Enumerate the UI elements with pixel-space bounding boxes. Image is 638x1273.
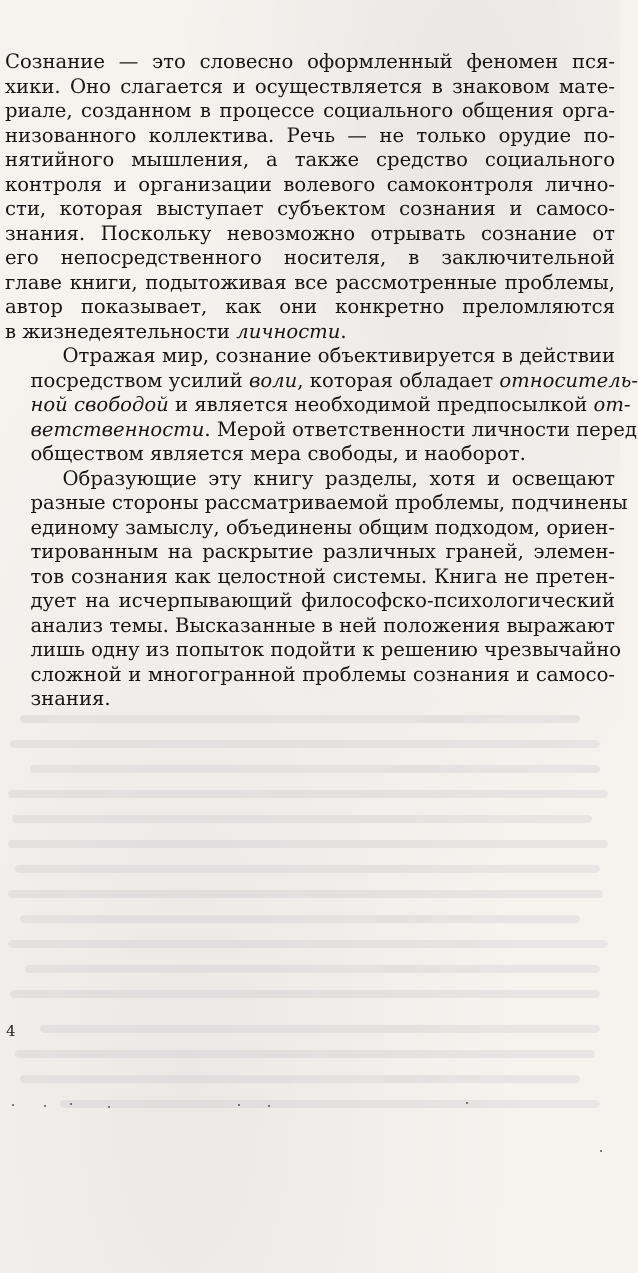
text-run: , которая обладает <box>297 368 500 392</box>
text-run: тированным на раскрытие различных граней, элемен- <box>30 540 615 563</box>
body-text <box>5 50 638 712</box>
text-line <box>5 467 615 492</box>
text-run: и является необходимой предпосылкой <box>168 393 594 416</box>
page-number: 4 <box>6 1022 16 1040</box>
emphasized-text: личности <box>236 319 341 343</box>
text-line <box>5 589 615 614</box>
text-line <box>5 491 628 516</box>
text-line <box>5 173 615 198</box>
text-line <box>5 393 631 418</box>
emphasized-text: от- <box>593 393 631 416</box>
text-line <box>5 565 615 590</box>
text-run: посредством усилий <box>30 368 249 392</box>
text-run: разные стороны рассматриваемой проблемы, подчинены <box>30 491 628 514</box>
text-run: нятийного мышления, а также средство социального <box>5 148 615 171</box>
text-line <box>5 124 615 149</box>
text-line <box>5 442 615 467</box>
text-run: сти, которая выступает субъектом сознания и самосо- <box>5 197 615 220</box>
text-line <box>5 197 615 222</box>
text-run: Отражая мир, сознание объективируется в действии <box>62 344 615 367</box>
text-run: знания. Поскольку невозможно отрывать сознание от <box>5 221 615 245</box>
text-line <box>5 148 615 173</box>
emphasized-text: ной свободой <box>30 393 169 416</box>
text-line <box>5 687 615 712</box>
text-run: лишь одну из попыток подойти к решению чрезвычайно <box>30 638 622 661</box>
text-run: тов сознания как целостной системы. Книга не претен- <box>30 564 615 588</box>
text-line <box>5 75 615 100</box>
text-line <box>5 540 615 565</box>
text-line <box>5 320 615 345</box>
text-line <box>5 246 615 271</box>
text-line <box>5 295 615 320</box>
emphasized-text: ветственности <box>30 417 205 441</box>
text-run: обществом является мера свободы, и наоборот. <box>30 442 526 465</box>
text-run: анализ темы. Высказанные в ней положения выражают <box>30 613 615 637</box>
print-specks <box>0 1096 620 1116</box>
text-run: дует на исчерпывающий философско-психологический <box>30 589 615 612</box>
text-run: риале, созданном в процессе социального общения орга- <box>5 99 615 122</box>
text-line <box>5 271 615 296</box>
text-run: хики. Оно слагается и осуществляется в знаковом мате- <box>5 74 615 98</box>
emphasized-text: относитель- <box>499 368 638 392</box>
text-line <box>5 663 615 688</box>
paragraph <box>5 466 628 712</box>
text-run: контроля и организации волевого самоконтроля лично- <box>5 172 615 196</box>
text-run: . <box>340 319 347 343</box>
text-run: единому замыслу, объединены общим подходом, ориен- <box>30 515 615 539</box>
text-run: сложной и многогранной проблемы сознания и самосо- <box>30 662 615 686</box>
text-line <box>5 614 615 639</box>
bleed-through-texture <box>0 0 620 1</box>
text-run: знания. <box>30 687 111 710</box>
text-run: в жизнедеятельности <box>5 319 237 343</box>
text-run: . Мерой ответственности личности перед <box>204 417 637 441</box>
text-line <box>5 516 615 541</box>
text-run: автор показывает, как они конкретно преломляются <box>5 295 615 318</box>
text-run: Сознание — это словесно оформленный феномен пся- <box>5 50 615 73</box>
text-line <box>5 638 622 663</box>
text-run: низованного коллектива. Речь — не только орудие по- <box>5 123 615 147</box>
text-run: его непосредственного носителя, в заключительной <box>5 246 615 269</box>
paragraph <box>5 50 615 344</box>
emphasized-text: воли <box>248 368 298 392</box>
text-line <box>5 50 615 75</box>
text-run: главе книги, подытоживая все рассмотренные проблемы, <box>5 270 615 294</box>
paragraph <box>5 344 638 467</box>
text-line <box>5 368 638 394</box>
text-line <box>5 344 615 369</box>
text-line <box>5 222 615 247</box>
text-line <box>5 99 615 124</box>
text-run: Образующие эту книгу разделы, хотя и освещают <box>62 466 615 490</box>
text-line <box>5 417 637 443</box>
